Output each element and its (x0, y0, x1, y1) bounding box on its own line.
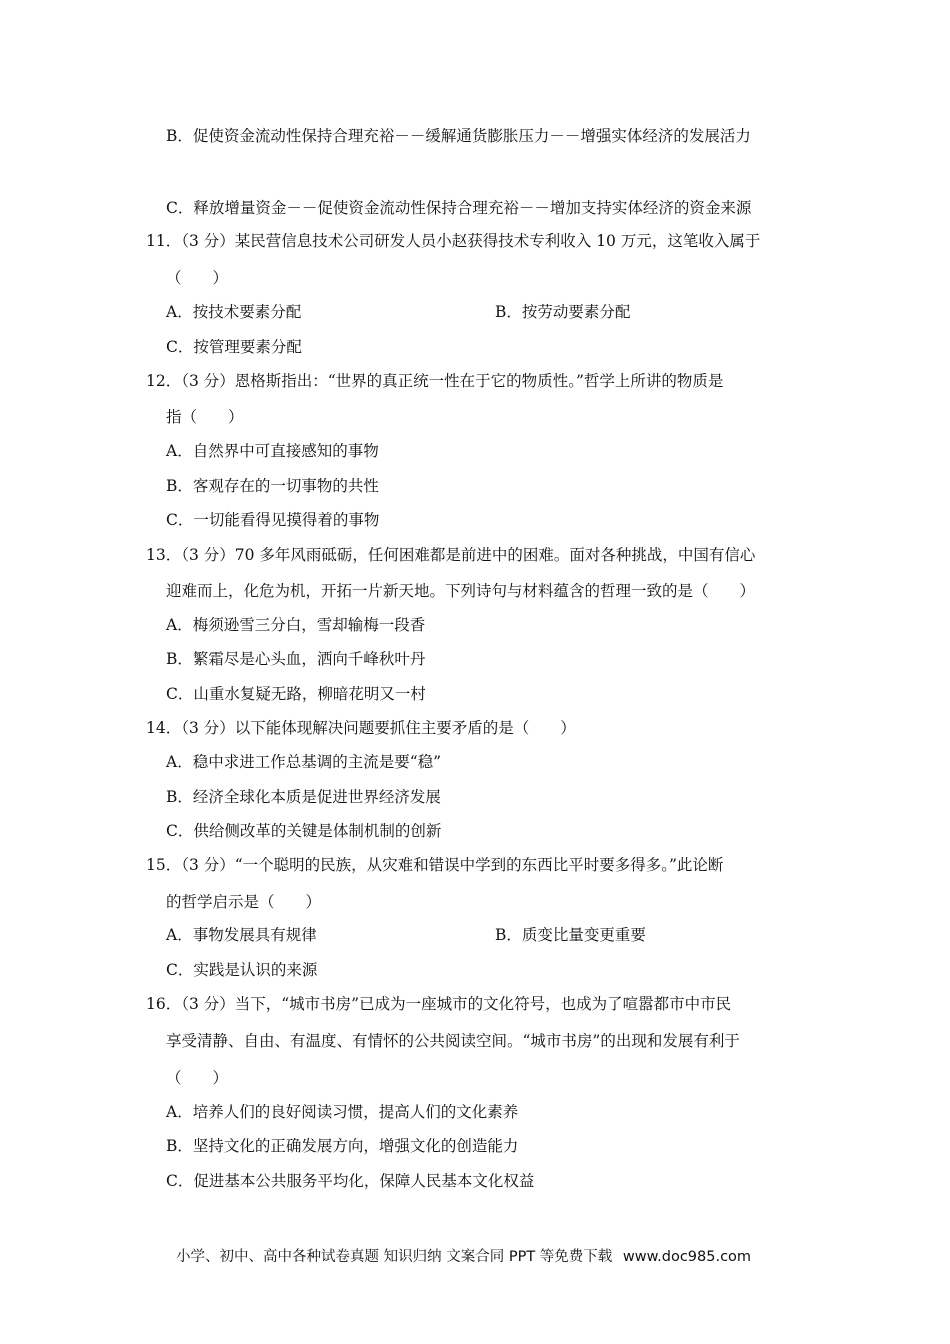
question-13-option-c: C．山重水复疑无路，柳暗花明又一村 (166, 685, 426, 703)
prev-question-option-b: B．促使资金流动性保持合理充裕－－缓解通货膨胀压力－－增强实体经济的发展活力 (166, 127, 751, 145)
question-14-stem: 14．（3 分）以下能体现解决问题要抓住主要矛盾的是（ ） (146, 719, 576, 737)
question-12-option-c: C．一切能看得见摸得着的事物 (166, 511, 380, 529)
question-14-option-c: C．供给侧改革的关键是体制机制的创新 (166, 822, 442, 840)
question-16-option-b: B．坚持文化的正确发展方向，增强文化的创造能力 (166, 1137, 519, 1155)
question-11-option-b: B．按劳动要素分配 (495, 303, 631, 321)
question-13-option-b: B．繁霜尽是心头血，洒向千峰秋叶丹 (166, 650, 426, 668)
question-15-option-b: B．质变比量变更重要 (495, 926, 646, 944)
question-12-option-a: A．自然界中可直接感知的事物 (166, 442, 379, 460)
question-13-option-a: A．梅须逊雪三分白，雪却输梅一段香 (166, 616, 426, 634)
footer (176, 1245, 751, 1266)
question-16-option-a: A．培养人们的良好阅读习惯，提高人们的文化素养 (166, 1103, 519, 1121)
question-16-stem-cont: 享受清静、自由、有温度、有情怀的公共阅读空间。“城市书房”的出现和发展有利于 (166, 1032, 740, 1050)
question-12-option-b: B．客观存在的一切事物的共性 (166, 477, 379, 495)
question-13-stem-cont: 迎难而上，化危为机，开拓一片新天地。下列诗句与材料蕴含的哲理一致的是（ ） (166, 582, 756, 600)
prev-question-option-c: C．释放增量资金－－促使资金流动性保持合理充裕－－增加支持实体经济的资金来源 (166, 199, 752, 217)
question-11-option-a: A．按技术要素分配 (166, 303, 302, 321)
question-15-option-c: C．实践是认识的来源 (166, 961, 318, 979)
question-11-stem-cont: （ ） (166, 269, 229, 287)
question-13-stem: 13．（3 分）70 多年风雨砥砺，任何困难都是前进中的困难。面对各种挑战，中国有信心 (146, 546, 756, 564)
question-15-stem-cont: 的哲学启示是（ ） (166, 893, 322, 911)
question-14-option-b: B．经济全球化本质是促进世界经济发展 (166, 788, 441, 806)
question-12-stem: 12．（3 分）恩格斯指出：“世界的真正统一性在于它的物质性。”哲学上所讲的物质是 (146, 372, 724, 390)
question-15-stem: 15．（3 分）“一个聪明的民族，从灾难和错误中学到的东西比平时要多得多。”此论断 (146, 856, 724, 874)
question-12-stem-cont: 指（ ） (166, 408, 244, 426)
question-11-stem: 11．（3 分）某民营信息技术公司研发人员小赵获得技术专利收入 10 万元，这笔收入属于 (146, 232, 761, 250)
question-16-stem-cont2: （ ） (166, 1069, 229, 1087)
question-11-option-c: C．按管理要素分配 (166, 338, 302, 356)
question-16-option-c: C．促进基本公共服务平均化，保障人民基本文化权益 (166, 1172, 535, 1190)
footer-url[interactable]: www.doc985.com (622, 1249, 752, 1265)
question-16-stem: 16．（3 分）当下，“城市书房”已成为一座城市的文化符号，也成为了喧嚣都市中市民 (146, 995, 732, 1013)
footer-text: 小学、初中、高中各种试卷真题 知识归纳 文案合同 PPT 等免费下载 (176, 1249, 613, 1265)
question-14-option-a: A．稳中求进工作总基调的主流是要“稳” (166, 753, 442, 771)
question-15-option-a: A．事物发展具有规律 (166, 926, 317, 944)
